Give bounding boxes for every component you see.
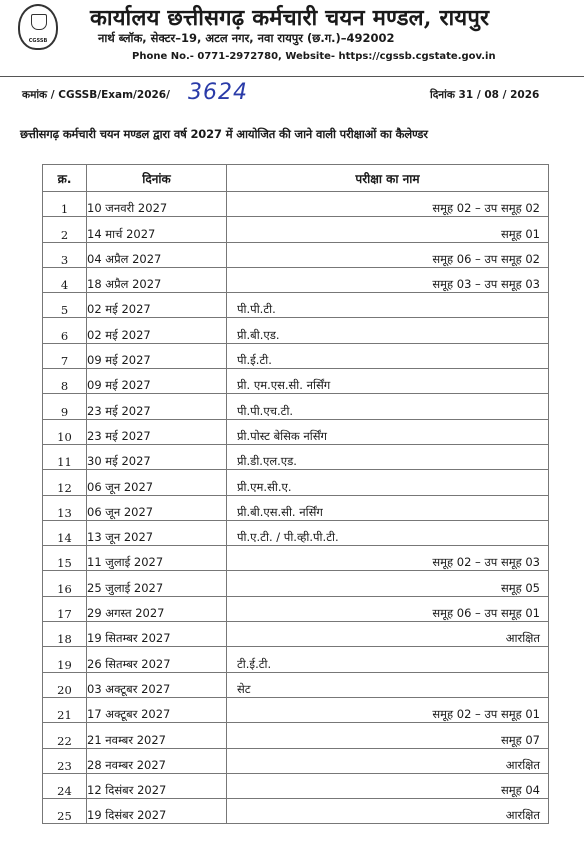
row-serial: 14 xyxy=(43,520,87,545)
table-body xyxy=(43,192,549,824)
row-exam-name: समूह 03 – उप समूह 03 xyxy=(227,267,549,292)
row-exam-name: समूह 02 – उप समूह 02 xyxy=(227,192,549,217)
row-date: 23 मई 2027 xyxy=(87,419,227,444)
row-exam-name: पी.पी.एच.टी. xyxy=(227,394,549,419)
row-date: 28 नवम्बर 2027 xyxy=(87,748,227,773)
row-date: 17 अक्टूबर 2027 xyxy=(87,697,227,722)
row-serial: 20 xyxy=(43,672,87,697)
table-row xyxy=(43,596,549,621)
office-name: कार्यालय छत्तीसगढ़ कर्मचारी चयन मण्डल, रायपुर xyxy=(90,5,490,31)
table-row xyxy=(43,571,549,596)
reference-number-handwritten: 3624 xyxy=(188,80,248,105)
letter-date: दिनांक 31 / 08 / 2026 xyxy=(430,89,540,101)
header-serial: क्र. xyxy=(43,165,87,192)
row-exam-name: समूह 01 xyxy=(227,217,549,242)
row-date: 03 अक्टूबर 2027 xyxy=(87,672,227,697)
row-date: 09 मई 2027 xyxy=(87,369,227,394)
row-date: 14 मार्च 2027 xyxy=(87,217,227,242)
row-exam-name: समूह 04 xyxy=(227,773,549,798)
row-exam-name: आरक्षित xyxy=(227,748,549,773)
table-row xyxy=(43,444,549,469)
row-serial: 22 xyxy=(43,723,87,748)
row-serial: 16 xyxy=(43,571,87,596)
letterhead xyxy=(0,0,584,78)
header-exam-name: परीक्षा का नाम xyxy=(227,165,549,192)
row-serial: 25 xyxy=(43,799,87,824)
row-exam-name: आरक्षित xyxy=(227,799,549,824)
table-row xyxy=(43,293,549,318)
row-serial: 1 xyxy=(43,192,87,217)
document-title: छत्तीसगढ़ कर्मचारी चयन मण्डल द्वारा वर्ष 2027 में आयोजित की जाने वाली परीक्षाओं का कैलेण्डर xyxy=(20,127,428,141)
office-contact: Phone No.- 0771-2972780, Website- https://cgssb.cgstate.gov.in xyxy=(132,51,496,62)
table-row xyxy=(43,343,549,368)
row-serial: 24 xyxy=(43,773,87,798)
row-exam-name: प्री.एम.सी.ए. xyxy=(227,470,549,495)
row-serial: 11 xyxy=(43,444,87,469)
row-serial: 15 xyxy=(43,546,87,571)
row-exam-name: आरक्षित xyxy=(227,622,549,647)
row-date: 26 सितम्बर 2027 xyxy=(87,647,227,672)
table-row xyxy=(43,520,549,545)
reference-label: कमांक / CGSSB/Exam/2026/ xyxy=(22,89,170,101)
exam-calendar-table xyxy=(42,164,549,824)
table-row xyxy=(43,622,549,647)
row-serial: 8 xyxy=(43,369,87,394)
row-serial: 4 xyxy=(43,267,87,292)
row-exam-name: सेट xyxy=(227,672,549,697)
row-serial: 6 xyxy=(43,318,87,343)
row-serial: 10 xyxy=(43,419,87,444)
row-date: 06 जून 2027 xyxy=(87,470,227,495)
row-serial: 19 xyxy=(43,647,87,672)
row-serial: 3 xyxy=(43,242,87,267)
table-row xyxy=(43,470,549,495)
row-exam-name: प्री. एम.एस.सी. नर्सिंग xyxy=(227,369,549,394)
table-row xyxy=(43,647,549,672)
table-row xyxy=(43,723,549,748)
row-date: 13 जून 2027 xyxy=(87,520,227,545)
row-date: 18 अप्रैल 2027 xyxy=(87,267,227,292)
table-row xyxy=(43,394,549,419)
row-date: 02 मई 2027 xyxy=(87,318,227,343)
row-exam-name: प्री.डी.एल.एड. xyxy=(227,444,549,469)
row-date: 29 अगस्त 2027 xyxy=(87,596,227,621)
table-row xyxy=(43,495,549,520)
table-row xyxy=(43,748,549,773)
row-serial: 21 xyxy=(43,697,87,722)
row-serial: 12 xyxy=(43,470,87,495)
row-date: 25 जुलाई 2027 xyxy=(87,571,227,596)
header-divider xyxy=(0,76,584,77)
row-exam-name: टी.ई.टी. xyxy=(227,647,549,672)
table-header-row xyxy=(43,165,549,192)
header-date: दिनांक xyxy=(87,165,227,192)
row-exam-name: समूह 06 – उप समूह 01 xyxy=(227,596,549,621)
table-row xyxy=(43,546,549,571)
row-serial: 9 xyxy=(43,394,87,419)
row-serial: 23 xyxy=(43,748,87,773)
row-serial: 2 xyxy=(43,217,87,242)
table-row xyxy=(43,773,549,798)
row-date: 11 जुलाई 2027 xyxy=(87,546,227,571)
row-exam-name: समूह 02 – उप समूह 01 xyxy=(227,697,549,722)
row-exam-name: पी.ई.टी. xyxy=(227,343,549,368)
table-row xyxy=(43,192,549,217)
row-date: 04 अप्रैल 2027 xyxy=(87,242,227,267)
row-date: 23 मई 2027 xyxy=(87,394,227,419)
row-date: 19 सितम्बर 2027 xyxy=(87,622,227,647)
row-serial: 18 xyxy=(43,622,87,647)
row-exam-name: पी.ए.टी. / पी.व्ही.पी.टी. xyxy=(227,520,549,545)
table-row xyxy=(43,217,549,242)
row-date: 06 जून 2027 xyxy=(87,495,227,520)
cgssb-logo-icon xyxy=(18,4,58,50)
row-date: 19 दिसंबर 2027 xyxy=(87,799,227,824)
table-row xyxy=(43,242,549,267)
row-serial: 7 xyxy=(43,343,87,368)
row-date: 12 दिसंबर 2027 xyxy=(87,773,227,798)
row-serial: 13 xyxy=(43,495,87,520)
logo-text: CGSSB xyxy=(28,38,48,44)
row-date: 09 मई 2027 xyxy=(87,343,227,368)
table-row xyxy=(43,369,549,394)
row-exam-name: समूह 06 – उप समूह 02 xyxy=(227,242,549,267)
table-row xyxy=(43,697,549,722)
row-serial: 5 xyxy=(43,293,87,318)
row-date: 02 मई 2027 xyxy=(87,293,227,318)
row-exam-name: समूह 07 xyxy=(227,723,549,748)
table-row xyxy=(43,672,549,697)
office-address: नार्थ ब्लॉक, सेक्टर–19, अटल नगर, नवा रायपुर (छ.ग.)–492002 xyxy=(98,31,395,45)
table-row xyxy=(43,419,549,444)
row-exam-name: प्री.बी.एड. xyxy=(227,318,549,343)
row-date: 30 मई 2027 xyxy=(87,444,227,469)
row-exam-name: समूह 05 xyxy=(227,571,549,596)
row-date: 21 नवम्बर 2027 xyxy=(87,723,227,748)
table-row xyxy=(43,799,549,824)
row-date: 10 जनवरी 2027 xyxy=(87,192,227,217)
row-serial: 17 xyxy=(43,596,87,621)
table-row xyxy=(43,267,549,292)
row-exam-name: प्री.बी.एस.सी. नर्सिंग xyxy=(227,495,549,520)
row-exam-name: प्री.पोस्ट बेसिक नर्सिंग xyxy=(227,419,549,444)
table-row xyxy=(43,318,549,343)
row-exam-name: समूह 02 – उप समूह 03 xyxy=(227,546,549,571)
row-exam-name: पी.पी.टी. xyxy=(227,293,549,318)
